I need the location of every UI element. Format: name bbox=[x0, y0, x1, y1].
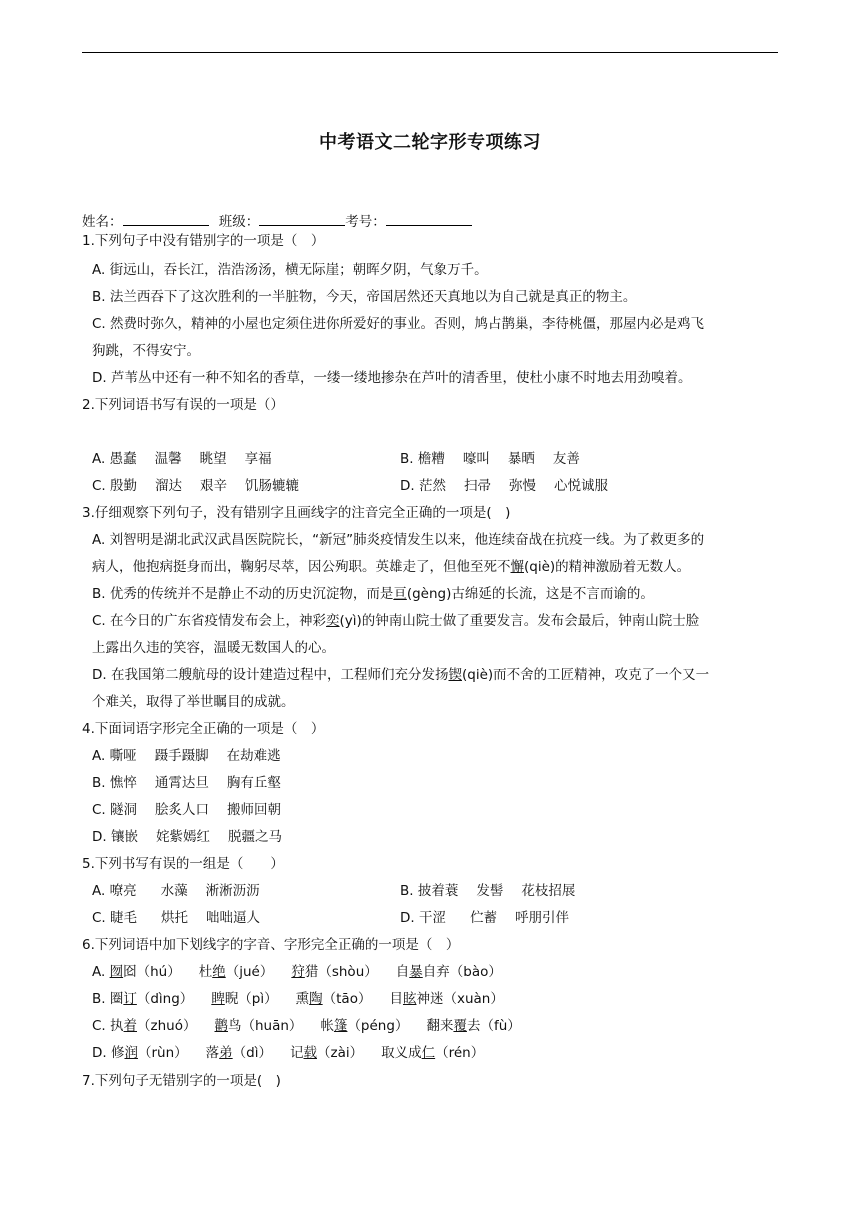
text-segment: D. 在我国第二艘航母的设计建造过程中，工程师们充分发扬 bbox=[92, 667, 449, 683]
text-segment: 自弃（bào） bbox=[422, 964, 502, 980]
word: 搬师回朝 bbox=[227, 802, 282, 818]
underlined-char: 狩 bbox=[291, 964, 305, 980]
text-segment: 去（fù） bbox=[466, 1018, 521, 1034]
q4-option-a[interactable] bbox=[92, 747, 281, 765]
underlined-char: 亘 bbox=[393, 586, 407, 602]
class-label: 班级： bbox=[218, 214, 260, 230]
question-5-stem: 5.下列书写有误的一组是（ ） bbox=[82, 856, 284, 872]
id-blank[interactable] bbox=[386, 210, 472, 226]
text-segment: 睨（pì） bbox=[224, 991, 278, 1007]
word: 艰辛 bbox=[200, 478, 228, 494]
underlined-char: 覆 bbox=[453, 1018, 467, 1034]
underlined-char: 绝 bbox=[212, 964, 226, 980]
word: A. 嘶哑 bbox=[92, 748, 137, 764]
underlined-char: 暴 bbox=[409, 964, 423, 980]
word: D. 干涩 bbox=[400, 910, 446, 926]
word: 扫帚 bbox=[463, 478, 491, 494]
word: 姹紫嫣红 bbox=[155, 829, 210, 845]
id-label: 考号： bbox=[345, 214, 386, 230]
q3-option-d[interactable] bbox=[92, 666, 709, 684]
question-3-stem: 3.仔细观察下列句子，没有错别字且画线字的注音完全正确的一项是( ) bbox=[82, 505, 511, 521]
text-segment: A. bbox=[92, 964, 110, 980]
text-segment: （tāo） bbox=[322, 991, 372, 1007]
text-segment: (yì)的钟南山院士做了重要发言。发布会最后，钟南山院士脸 bbox=[339, 613, 700, 629]
text-segment: (qiè)而不舍的工匠精神，攻克了一个又一 bbox=[461, 667, 710, 683]
q5-option-a[interactable] bbox=[92, 882, 260, 900]
word: 溜达 bbox=[155, 478, 183, 494]
word: 享福 bbox=[244, 451, 272, 467]
text-segment: (qiè)的精神激励着无数人。 bbox=[524, 559, 691, 575]
word: 伫蓄 bbox=[469, 910, 497, 926]
word: 眺望 bbox=[199, 451, 227, 467]
q1-option-c[interactable]: C. 然费时弥久，精神的小屋也定须住进你所爱好的事业。否则，鸠占鹊巢，李待桃僵，那屋内必是鸡飞 bbox=[92, 316, 705, 332]
question-1-stem: 1.下列句子中没有错别字的一项是（ ） bbox=[82, 233, 325, 249]
underlined-char: 载 bbox=[303, 1045, 317, 1061]
q3-option-a-continued bbox=[92, 558, 690, 576]
text-segment: （jué） bbox=[225, 964, 274, 980]
word: 弥慢 bbox=[508, 478, 536, 494]
word: A. 嘹亮 bbox=[92, 883, 137, 899]
question-6-stem: 6.下列词语中加下划线字的字音、字形完全正确的一项是（ ） bbox=[82, 937, 460, 953]
text-segment: （dì） bbox=[232, 1045, 272, 1061]
underlined-char: 懈 bbox=[510, 559, 524, 575]
q2-option-d[interactable] bbox=[400, 477, 608, 495]
word: C. 殷勤 bbox=[92, 478, 138, 494]
page-title: 中考语文二轮字形专项练习 bbox=[319, 132, 541, 153]
text-segment: B. 优秀的传统并不是静止不动的历史沉淀物，而是 bbox=[92, 586, 394, 602]
text-segment: 熏 bbox=[295, 991, 310, 1007]
underlined-char: 篷 bbox=[333, 1018, 348, 1034]
word: 烘托 bbox=[161, 910, 189, 926]
word: 友善 bbox=[552, 451, 580, 467]
question-4-stem: 4.下面词语字形完全正确的一项是（ ） bbox=[82, 721, 325, 737]
text-segment: C. 在今日的广东省疫情发布会上，神彩 bbox=[92, 613, 327, 629]
underlined-char: 锲 bbox=[448, 667, 462, 683]
q6-option-a[interactable] bbox=[92, 963, 502, 981]
word: 心悦诚服 bbox=[553, 478, 608, 494]
word: 在劫难逃 bbox=[226, 748, 281, 764]
question-2-stem: 2.下列词语书写有误的一项是（） bbox=[82, 397, 284, 413]
underlined-char: 陶 bbox=[309, 991, 323, 1007]
q3-option-c-continued: 上露出久违的笑容，温暖无数国人的心。 bbox=[92, 640, 335, 656]
class-blank[interactable] bbox=[259, 210, 345, 226]
text-segment: (gèng)古绵延的长流，这是不言而谕的。 bbox=[406, 586, 654, 602]
question-7-stem: 7.下列句子无错别字的一项是( ) bbox=[82, 1073, 281, 1089]
q4-option-b[interactable] bbox=[92, 774, 281, 792]
text-segment: 取义成 bbox=[381, 1045, 422, 1061]
text-segment: （rùn） bbox=[137, 1045, 188, 1061]
underlined-char: 奕 bbox=[326, 613, 340, 629]
q2-option-a[interactable] bbox=[92, 450, 272, 468]
text-segment: B. 圈 bbox=[92, 991, 124, 1007]
q3-option-a[interactable]: A. 刘智明是湖北武汉武昌医院院长，“新冠”肺炎疫情发生以来，他连续奋战在抗疫一线。为了救更多的 bbox=[92, 532, 705, 548]
text-segment: （zài） bbox=[316, 1045, 364, 1061]
text-segment: （dìng） bbox=[136, 991, 194, 1007]
q6-option-c[interactable] bbox=[92, 1017, 521, 1035]
q4-option-c[interactable] bbox=[92, 801, 281, 819]
q1-option-b[interactable]: B. 法兰西吞下了这次胜利的一半脏物，今天，帝国居然还天真地以为自己就是真正的物主。 bbox=[92, 289, 637, 305]
q6-option-b[interactable] bbox=[92, 990, 504, 1008]
word: B. 檐糟 bbox=[400, 451, 445, 467]
word: 淅淅沥沥 bbox=[205, 883, 260, 899]
text-segment: 猎（shòu） bbox=[304, 964, 378, 980]
text-segment: C. 执 bbox=[92, 1018, 124, 1034]
word: B. 憔悴 bbox=[92, 775, 137, 791]
q1-option-d[interactable]: D. 芦苇丛中还有一种不知名的香草，一缕一缕地掺杂在芦叶的清香里，使杜小康不时地去用劲嗅着。 bbox=[92, 370, 692, 386]
text-segment: 翻来 bbox=[426, 1018, 454, 1034]
text-segment: 落 bbox=[205, 1045, 220, 1061]
word: 胸有丘壑 bbox=[226, 775, 281, 791]
word: B. 披着蓑 bbox=[400, 883, 459, 899]
word: 脱疆之马 bbox=[227, 829, 282, 845]
underlined-char: 订 bbox=[123, 991, 137, 1007]
word: 通霄达旦 bbox=[154, 775, 209, 791]
underlined-char: 弟 bbox=[219, 1045, 233, 1061]
q5-option-d[interactable] bbox=[400, 909, 569, 927]
word: D. 茫然 bbox=[400, 478, 446, 494]
text-segment: 病人，他抱病挺身而出，鞠躬尽萃，因公殉职。英雄走了，但他至死不 bbox=[92, 559, 511, 575]
word: C. 隧洞 bbox=[92, 802, 138, 818]
text-segment: 神迷（xuàn） bbox=[416, 991, 504, 1007]
text-segment: 自 bbox=[395, 964, 410, 980]
text-segment: 帐 bbox=[320, 1018, 334, 1034]
word: 水藻 bbox=[160, 883, 188, 899]
q1-option-c-continued: 狗跳，不得安宁。 bbox=[92, 343, 200, 359]
q1-option-a[interactable]: A. 街远山，吞长江，浩浩汤汤，横无际崖；朝晖夕阴，气象万千。 bbox=[92, 262, 488, 278]
name-label: 姓名： bbox=[82, 214, 123, 230]
word: 蹑手蹑脚 bbox=[154, 748, 209, 764]
text-segment: 鸟（huān） bbox=[227, 1018, 303, 1034]
word: 脍炙人口 bbox=[155, 802, 210, 818]
header-rule bbox=[82, 52, 778, 53]
underlined-char: 鹳 bbox=[214, 1018, 228, 1034]
student-info-line bbox=[82, 210, 472, 231]
word: 咄咄逼人 bbox=[206, 910, 261, 926]
underlined-char: 囫 bbox=[109, 964, 124, 980]
q2-option-b[interactable] bbox=[400, 450, 580, 468]
word: 嚎叫 bbox=[462, 451, 490, 467]
word: 暴晒 bbox=[507, 451, 535, 467]
underlined-char: 着 bbox=[123, 1018, 138, 1034]
text-segment: 目 bbox=[389, 991, 403, 1007]
name-blank[interactable] bbox=[123, 210, 209, 226]
underlined-char: 仁 bbox=[421, 1045, 436, 1061]
word: C. 睫毛 bbox=[92, 910, 138, 926]
q4-option-d[interactable] bbox=[92, 828, 282, 846]
text-segment: D. 修 bbox=[92, 1045, 125, 1061]
text-segment: （rén） bbox=[435, 1045, 485, 1061]
q3-option-c[interactable] bbox=[92, 612, 699, 630]
q3-option-d-continued: 个难关，取得了举世瞩目的成就。 bbox=[92, 694, 295, 710]
q3-option-b[interactable] bbox=[92, 585, 654, 603]
word: 发髻 bbox=[476, 883, 504, 899]
word: 花枝招展 bbox=[521, 883, 576, 899]
underlined-char: 眩 bbox=[402, 991, 417, 1007]
q6-option-d[interactable] bbox=[92, 1044, 484, 1062]
text-segment: （zhuó） bbox=[137, 1018, 197, 1034]
underlined-char: 睥 bbox=[211, 991, 225, 1007]
word: 呼朋引伴 bbox=[514, 910, 569, 926]
underlined-char: 润 bbox=[124, 1045, 138, 1061]
text-segment: 记 bbox=[289, 1045, 304, 1061]
q2-option-c[interactable] bbox=[92, 477, 299, 495]
q5-option-c[interactable] bbox=[92, 909, 260, 927]
word: A. 愚蠢 bbox=[92, 451, 137, 467]
word: D. 镶嵌 bbox=[92, 829, 138, 845]
text-segment: 囵（hú） bbox=[123, 964, 181, 980]
text-segment: （péng） bbox=[347, 1018, 409, 1034]
q5-option-b[interactable] bbox=[400, 882, 575, 900]
word: 饥肠辘辘 bbox=[245, 478, 300, 494]
text-segment: 杜 bbox=[198, 964, 213, 980]
word: 温馨 bbox=[154, 451, 182, 467]
